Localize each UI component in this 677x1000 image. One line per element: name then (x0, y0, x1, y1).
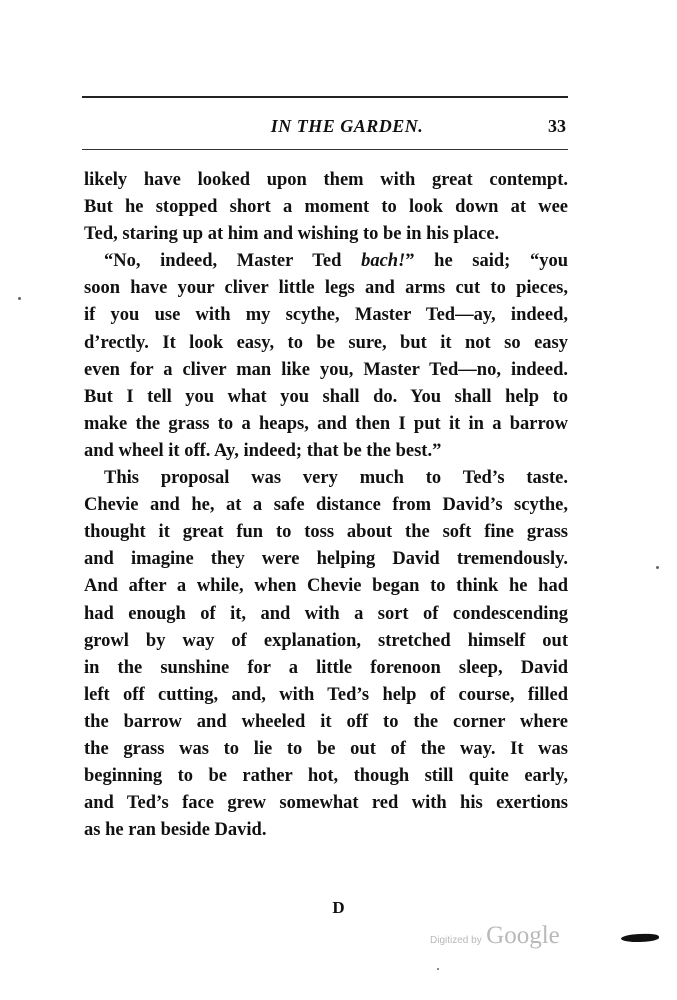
top-rule (82, 96, 568, 98)
text-line: had enough of it, and with a sort of condescending (84, 603, 568, 624)
text-line: make the grass to a heaps, and then I put it in a barrow (84, 413, 568, 434)
text-line: But he stopped short a moment to look down at wee (84, 197, 568, 218)
text-line: But I tell you what you shall do. You shall help to (84, 386, 568, 407)
ink-smudge (621, 933, 659, 942)
speck (18, 297, 21, 300)
speck (437, 968, 439, 970)
text-line: and imagine they were helping David tremendously. (84, 549, 568, 570)
text-line: the grass was to lie to be out of the way. It was (84, 738, 568, 759)
text-line: thought it great fun to toss about the soft fine grass (84, 522, 568, 543)
text-line: left off cutting, and, with Ted’s help of course, filled (84, 684, 568, 705)
text-line: beginning to be rather hot, though still quite early, (84, 766, 568, 787)
page-number: 33 (548, 116, 566, 136)
text-line: the barrow and wheeled it off to the corner where (84, 711, 568, 732)
text-line: even for a cliver man like you, Master Ted—no, indeed. (84, 359, 568, 380)
running-header (82, 116, 568, 140)
text-line: if you use with my scythe, Master Ted—ay, indeed, (84, 305, 568, 326)
running-title: IN THE GARDEN. (270, 116, 424, 136)
text-line: and Ted’s face grew somewhat red with his exertions (84, 793, 568, 814)
text-line: Ted, staring up at him and wishing to be in his place. (84, 224, 500, 245)
google-logo: Google (486, 922, 560, 949)
text-line: This proposal was very much to Ted’s taste. (104, 468, 568, 489)
text-line: “No, indeed, Master Ted bach!” he said; “you (104, 251, 569, 272)
italic-word: bach! (361, 251, 406, 272)
body-text (84, 167, 568, 844)
text-line: soon have your cliver little legs and arms cut to pieces, (84, 278, 568, 299)
signature-mark: D (332, 898, 345, 917)
text-line: and wheel it off. Ay, indeed; that be the best.” (84, 440, 442, 461)
text-line: d’rectly. It look easy, to be sure, but it not so easy (84, 332, 568, 353)
google-watermark (430, 922, 560, 950)
text-line: And after a while, when Chevie began to think he had (84, 576, 568, 597)
text-line: as he ran beside David. (84, 820, 267, 841)
text-line: in the sunshine for a little forenoon sleep, David (84, 657, 568, 678)
text-line: Chevie and he, at a safe distance from David’s scythe, (84, 495, 568, 516)
header-rule (82, 149, 568, 150)
watermark-prefix: Digitized by (430, 935, 482, 946)
text-line: likely have looked upon them with great contempt. (84, 170, 568, 190)
text-line: growl by way of explanation, stretched himself out (84, 630, 568, 651)
speck (656, 566, 659, 569)
